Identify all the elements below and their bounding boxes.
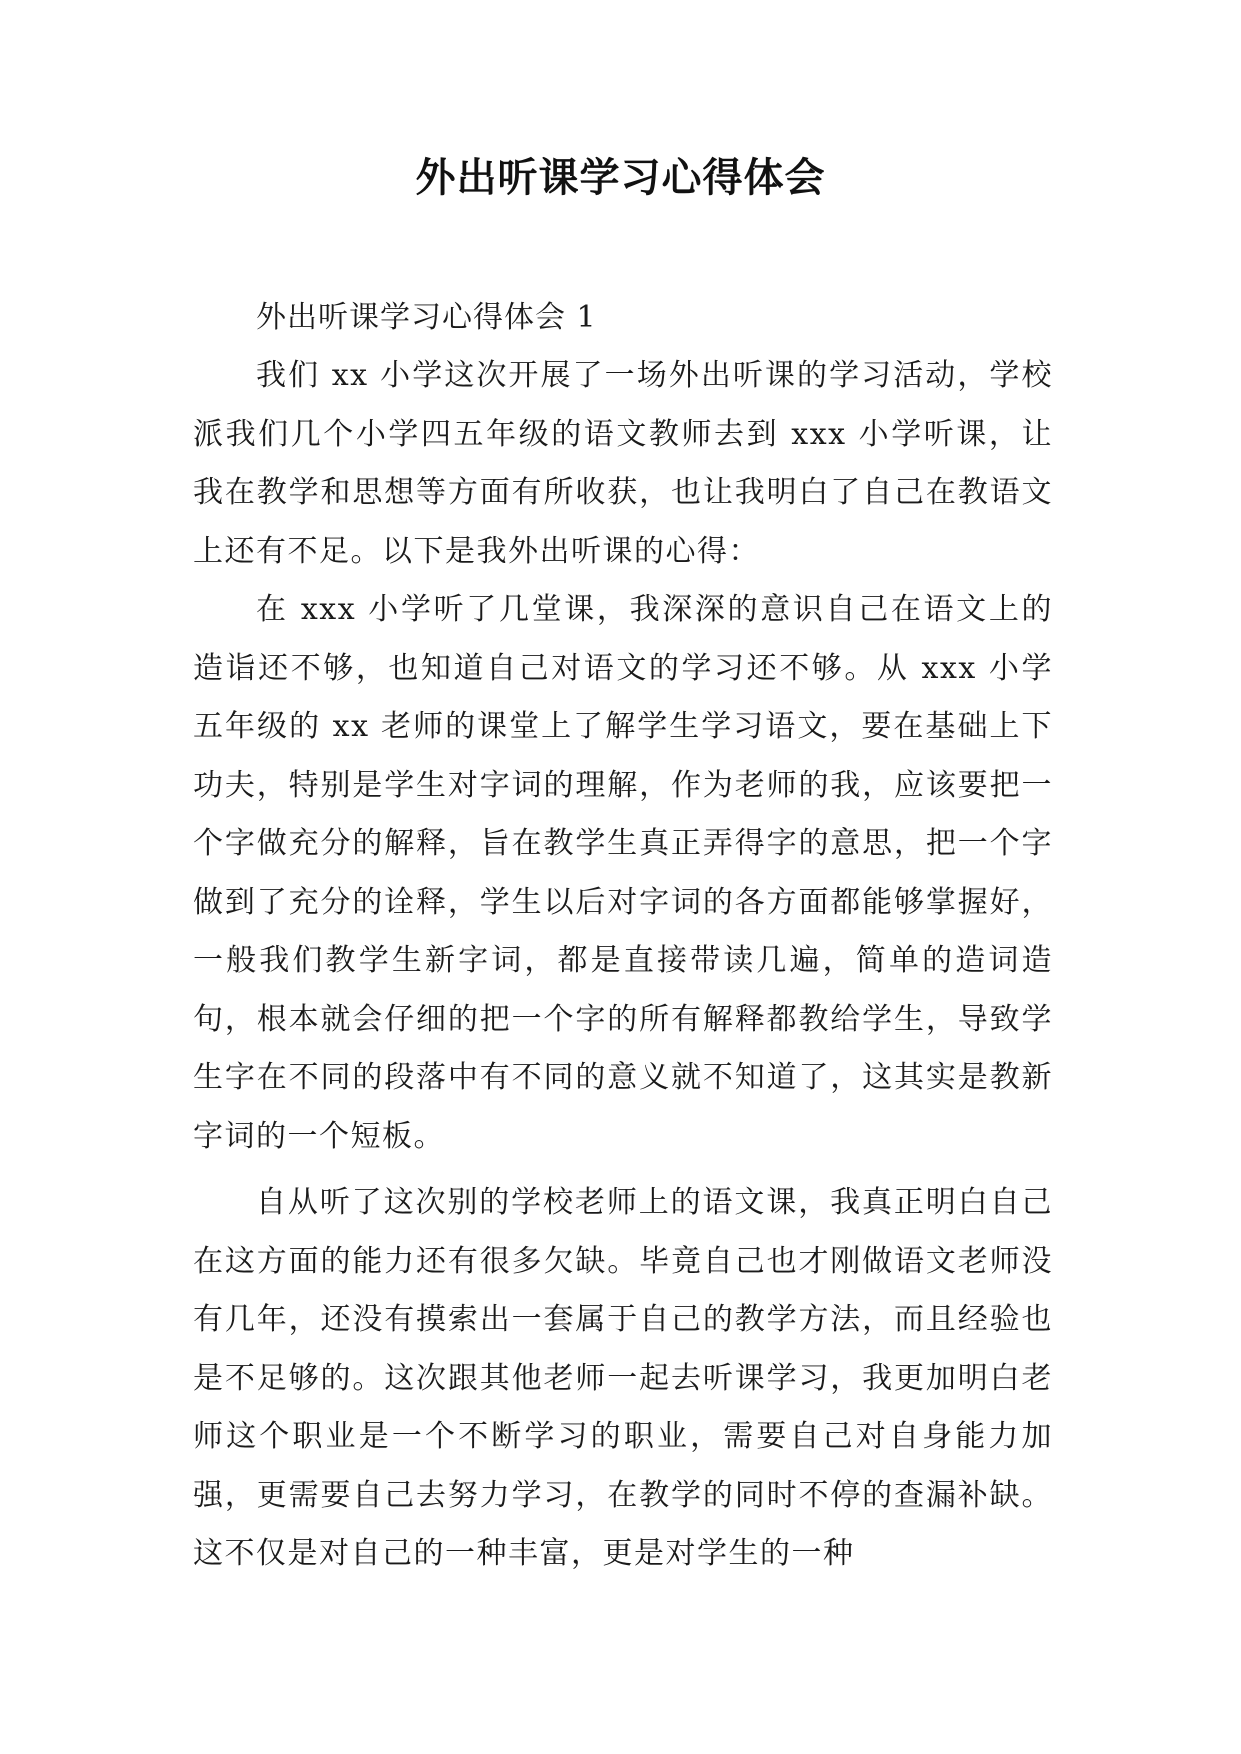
paragraph: 在 xxx 小学听了几堂课，我深深的意识自己在语文上的造诣还不够，也知道自己对语文的学习还不够。从 xxx 小学五年级的 xx 老师的课堂上了解学生学习语文，要在基础上下功夫，特别是学生对字词的理解，作为老师的我，应该要把一个字做充分的解释，旨在教学生真正弄得字的意思，把一个字做到了充分的诠释，学生以后对字词的各方面都能够掌握好，一般我们教学生新字词，都是直接带读几遍，简单的造词造句，根本就会仔细的把一个字的所有解释都教给学生，导致学生字在不同的段落中有不同的意义就不知道了，这其实是教新字词的一个短板。 xyxy=(193,592,1053,1154)
paragraph: 我们 xx 小学这次开展了一场外出听课的学习活动，学校派我们几个小学四五年级的语文教师去到 xxx 小学听课，让我在教学和思想等方面有所收获，也让我明白了自己在教语文上还有不足。以下是我外出听课的心得： xyxy=(193,358,1053,569)
document-body xyxy=(193,289,1053,1584)
paragraph-spacer xyxy=(193,1166,1053,1174)
paragraph: 自从听了这次别的学校老师上的语文课，我真正明白自己在这方面的能力还有很多欠缺。毕竟自己也才刚做语文老师没有几年，还没有摸索出一套属于自己的教学方法，而且经验也是不足够的。这次跟其他老师一起去听课学习，我更加明白老师这个职业是一个不断学习的职业，需要自己对自身能力加强，更需要自己去努力学习，在教学的同时不停的查漏补缺。这不仅是对自己的一种丰富，更是对学生的一种 xyxy=(193,1185,1053,1571)
section-heading: 外出听课学习心得体会 1 xyxy=(256,300,597,335)
document-title: 外出听课学习心得体会 xyxy=(415,155,826,201)
